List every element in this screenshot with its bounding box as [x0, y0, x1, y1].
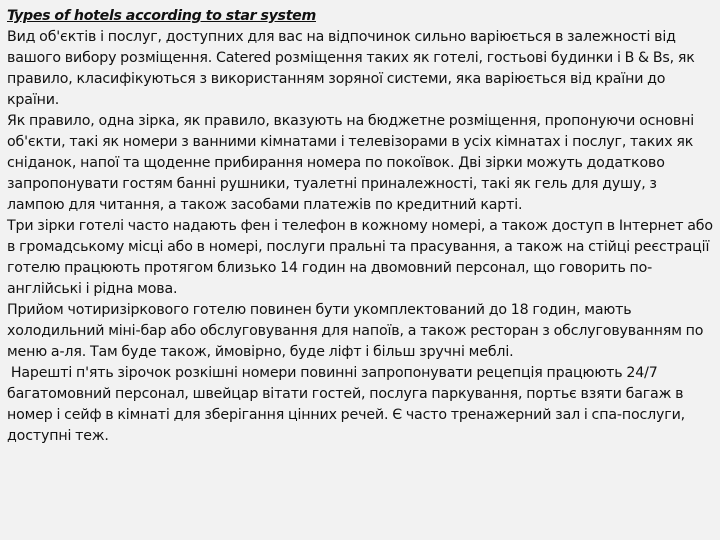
- paragraph-three-star: Три зірки готелі часто надають фен і телефон в кожному номері, а також доступ в Інтернет або в громадському місці або в номері, послуги пральні та прасування, а також на стійці реєстрації готелю працюють протягом близько 14 годин на двомовний персонал, що говорить по-англійські і рідна мова.: [7, 218, 713, 297]
- paragraph-five-star: Нарешті п'ять зірочок розкішні номери повинні запропонувати рецепція працюють 24/7 багатомовний персонал, швейцар вітати гостей, послуга паркування, портьє взяти багаж в номер і сейф в кімнаті для зберігання цінних речей. Є часто тренажерний зал і спа-послуги, доступні теж.: [7, 365, 689, 444]
- paragraph-intro: Вид об'єктів і послуг, доступних для вас на відпочинок сильно варіюється в залежності від вашого вибору розміщення. Catered розміщення таких як готелі, гостьові будинки і B & Bs, як правило, класифікуються з використанням зоряної системи, яка варіюється від країни до країни.: [7, 29, 695, 108]
- paragraph-four-star: Прийом чотиризіркового готелю повинен бути укомплектований до 18 годин, мають холодильний міні-бар або обслуговування для напоїв, а також ресторан з обслуговуванням по меню а-ля. Там буде також, ймовірно, буде ліфт і більш зручні меблі.: [7, 302, 704, 360]
- slide-title: Types of hotels according to star system: [7, 8, 316, 24]
- text-body: [7, 6, 713, 447]
- paragraph-one-star-two-star: Як правило, одна зірка, як правило, вказують на бюджетне розміщення, пропонуючи основні об'єкти, такі як номери з ванними кімнатами і телевізорами в усіх кімнатах і послуг, таких як сніданок, напої та щоденне прибирання номера по покоївок. Дві зірки можуть додатково запропонувати гостям банні рушники, туалетні приналежності, такі як гель для душу, з лампою для читання, а також засобами платежів по кредитний карті.: [7, 113, 695, 213]
